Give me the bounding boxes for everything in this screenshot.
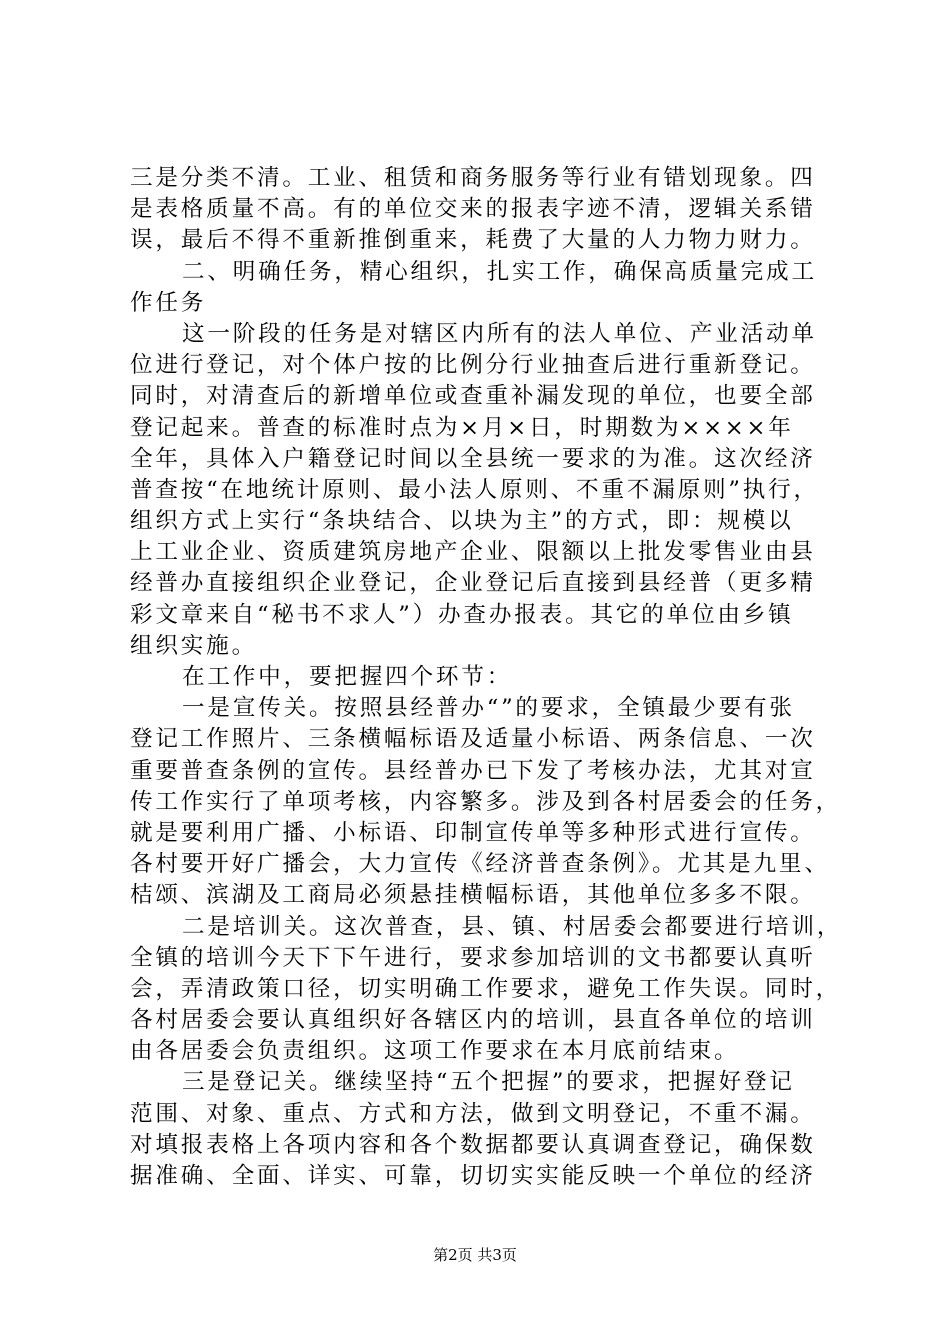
text-line: 一是宣传关。按照县经普办“”的要求，全镇最少要有张 <box>182 695 795 722</box>
section-heading: 二、明确任务，精心组织，扎实工作，确保高质量完成工 <box>182 258 817 285</box>
text-line: 全镇的培训今天下下午进行，要求参加培训的文书都要认真听 <box>130 944 816 971</box>
text-line: 组织实施。 <box>130 632 257 659</box>
text-line: 同时，对清查后的新增单位或查重补漏发现的单位，也要全部 <box>130 383 816 410</box>
text-line: 各村居委会要认真组织好各辖区内的培训，县直各单位的培训 <box>130 1007 816 1034</box>
text-line: 经普办直接组织企业登记，企业登记后直接到县经普（更多精 <box>130 570 816 597</box>
text-line: 据准确、全面、详实、可靠，切切实实能反映一个单位的经济 <box>130 1163 816 1189</box>
text-line: 桔颂、滨湖及工商局必须悬挂横幅标语，其他单位多多不限。 <box>130 882 816 909</box>
document-body <box>130 163 843 1192</box>
text-line: 这一阶段的任务是对辖区内所有的法人单位、产业活动单 <box>182 320 817 347</box>
text-line: 彩文章来自“秘书不求人”）办查办报表。其它的单位由乡镇 <box>130 601 794 628</box>
text-line: 重要普查条例的宣传。县经普办已下发了考核办法，尤其对宣 <box>130 757 816 784</box>
text-line: 会，弄清政策口径，切实明确工作要求，避免工作失误。同时， <box>130 975 842 1002</box>
text-line: 误，最后不得不重新推倒重来，耗费了大量的人力物力财力。 <box>130 227 816 254</box>
text-line: 上工业企业、资质建筑房地产企业、限额以上批发零售业由县 <box>130 539 816 566</box>
text-line: 在工作中，要把握四个环节： <box>182 664 513 690</box>
page-number-footer: 第2页 共3页 <box>433 1246 517 1264</box>
text-line: 是表格质量不高。有的单位交来的报表字迹不清，逻辑关系错 <box>130 196 816 223</box>
text-line: 范围、对象、重点、方式和方法，做到文明登记，不重不漏。 <box>130 1100 816 1127</box>
text-line: 登记工作照片、三条横幅标语及适量小标语、两条信息、一次 <box>130 726 816 753</box>
text-line: 三是登记关。继续坚持“五个把握”的要求，把握好登记 <box>182 1069 795 1096</box>
section-heading-continued: 作任务 <box>130 289 207 316</box>
text-line: 就是要利用广播、小标语、印制宣传单等多种形式进行宣传。 <box>130 819 816 846</box>
text-line: 对填报表格上各项内容和各个数据都要认真调查登记，确保数 <box>130 1131 816 1158</box>
text-line: 三是分类不清。工业、租赁和商务服务等行业有错划现象。四 <box>130 165 816 191</box>
text-line: 登记起来。普查的标准时点为×月×日，时期数为××××年 <box>130 414 794 441</box>
text-line: 传工作实行了单项考核，内容繁多。涉及到各村居委会的任务， <box>130 788 842 815</box>
text-line: 位进行登记，对个体户按的比例分行业抽查后进行重新登记。 <box>130 352 816 379</box>
text-line: 二是培训关。这次普查，县、镇、村居委会都要进行培训， <box>182 913 843 940</box>
text-line: 各村要开好广播会，大力宣传《经济普查条例》。尤其是九里、 <box>130 851 830 878</box>
text-line: 全年，具体入户籍登记时间以全县统一要求的为准。这次经济 <box>130 445 816 472</box>
text-line: 由各居委会负责组织。这项工作要求在本月底前结束。 <box>130 1038 740 1065</box>
text-line: 组织方式上实行“条块结合、以块为主”的方式，即：规模以 <box>130 508 794 535</box>
text-line: 普查按“在地统计原则、最小法人原则、不重不漏原则”执行， <box>130 476 819 503</box>
